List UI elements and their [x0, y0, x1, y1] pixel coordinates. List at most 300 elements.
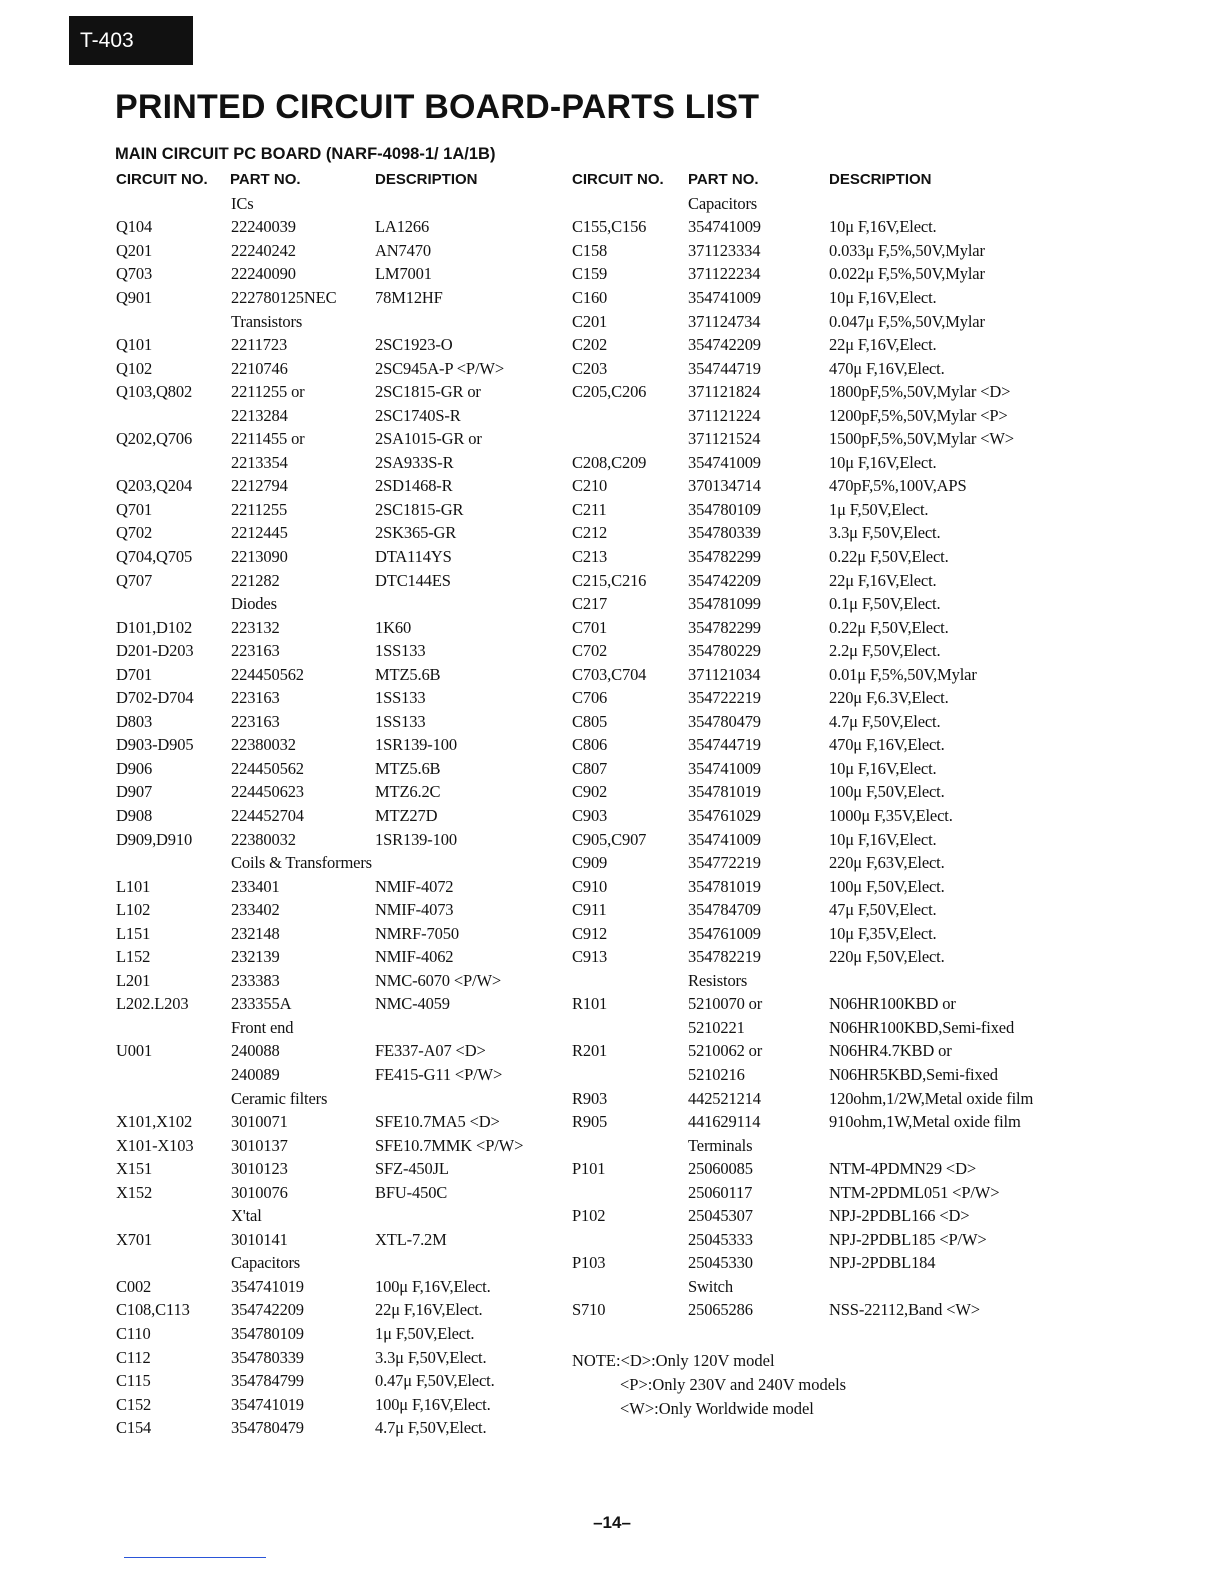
- part-no-cell: 371124734: [688, 311, 761, 331]
- part-no-cell: 354780229: [688, 641, 761, 661]
- description-cell: NMIF-4062: [375, 947, 454, 967]
- parts-table-left: [116, 192, 566, 1440]
- part-no-cell: 371122234: [688, 264, 761, 284]
- part-no-cell: 22380032: [231, 829, 296, 849]
- part-no-cell: Coils & Transformers: [231, 853, 372, 873]
- table-row: [116, 1416, 566, 1440]
- part-no-cell: 354772219: [688, 853, 761, 873]
- circuit-no-cell: R101: [572, 994, 608, 1014]
- section-row: [116, 851, 566, 875]
- description-cell: XTL-7.2M: [375, 1229, 447, 1249]
- right-header-part-no: PART NO.: [688, 171, 759, 188]
- table-row: [572, 1205, 1072, 1229]
- description-cell: MTZ27D: [375, 805, 438, 825]
- table-row: [116, 333, 566, 357]
- table-row: [116, 522, 566, 546]
- table-row: [116, 1181, 566, 1205]
- part-no-cell: 240089: [231, 1065, 280, 1084]
- table-row: [572, 922, 1072, 946]
- table-row: [116, 757, 566, 781]
- circuit-no-cell: C911: [572, 900, 607, 920]
- circuit-no-cell: C905,C907: [572, 829, 647, 849]
- note-line: <P>:Only 230V and 240V models: [620, 1375, 847, 1394]
- part-no-cell: 22240242: [231, 240, 296, 260]
- circuit-no-cell: C159: [572, 264, 608, 284]
- part-no-cell: ICs: [231, 193, 254, 213]
- description-cell: NPJ-2PDBL166 <D>: [829, 1206, 970, 1226]
- circuit-no-cell: C203: [572, 358, 608, 378]
- table-row: [572, 1157, 1072, 1181]
- left-header-circuit-no: CIRCUIT NO.: [116, 171, 208, 188]
- part-no-cell: 354780109: [688, 499, 761, 519]
- part-no-cell: 22240090: [231, 264, 296, 284]
- circuit-no-cell: C212: [572, 523, 608, 543]
- circuit-no-cell: C210: [572, 476, 608, 496]
- table-row: [116, 734, 566, 758]
- circuit-no-cell: L102: [116, 900, 151, 920]
- description-cell: 2SK365-GR: [375, 523, 457, 543]
- section-row: [116, 592, 566, 616]
- section-row: [572, 969, 1072, 993]
- table-row: [116, 263, 566, 287]
- part-no-cell: 371123334: [688, 240, 761, 260]
- table-row: [116, 1346, 566, 1370]
- part-no-cell: 2211455 or: [231, 429, 305, 449]
- section-row: [116, 1016, 566, 1040]
- part-no-cell: 354782299: [688, 617, 761, 637]
- part-no-cell: 2213354: [231, 452, 288, 472]
- section-row: [116, 192, 566, 216]
- circuit-no-cell: C702: [572, 641, 608, 661]
- table-row: [572, 1228, 1072, 1252]
- table-row: [572, 993, 1072, 1017]
- table-row: [572, 828, 1072, 852]
- table-row: [116, 710, 566, 734]
- description-cell: FE415-G11 <P/W>: [375, 1065, 503, 1084]
- part-no-cell: 354741009: [688, 452, 761, 472]
- part-no-cell: 371121524: [688, 429, 761, 449]
- description-cell: NMIF-4072: [375, 876, 454, 896]
- description-cell: 1μ F,50V,Elect.: [829, 499, 929, 519]
- circuit-no-cell: P102: [572, 1206, 606, 1226]
- part-no-cell: 354742209: [231, 1300, 304, 1320]
- circuit-no-cell: S710: [572, 1300, 606, 1320]
- circuit-no-cell: C910: [572, 876, 608, 896]
- description-cell: 0.1μ F,50V,Elect.: [829, 594, 941, 614]
- table-row: [572, 216, 1072, 240]
- table-row: [116, 1275, 566, 1299]
- circuit-no-cell: L152: [116, 947, 151, 967]
- circuit-no-cell: C215,C216: [572, 570, 647, 590]
- table-row: [116, 1040, 566, 1064]
- circuit-no-cell: L101: [116, 876, 151, 896]
- part-no-cell: 370134714: [688, 476, 761, 496]
- table-row: [116, 1322, 566, 1346]
- part-no-cell: 25065286: [688, 1300, 753, 1320]
- table-row: [572, 522, 1072, 546]
- circuit-no-cell: C706: [572, 688, 608, 708]
- table-row: [572, 569, 1072, 593]
- description-cell: DTC144ES: [375, 570, 451, 590]
- table-row: [572, 851, 1072, 875]
- table-row: [116, 1228, 566, 1252]
- circuit-no-cell: X101-X103: [116, 1135, 194, 1155]
- description-cell: MTZ5.6B: [375, 664, 441, 684]
- circuit-no-cell: Q203,Q204: [116, 476, 193, 496]
- part-no-cell: 233401: [231, 876, 280, 896]
- description-cell: 22μ F,16V,Elect.: [375, 1300, 483, 1320]
- table-row: [572, 616, 1072, 640]
- part-no-cell: 354782219: [688, 947, 761, 967]
- description-cell: 3.3μ F,50V,Elect.: [829, 523, 941, 543]
- note-line: NOTE:<D>:Only 120V model: [572, 1351, 775, 1370]
- table-row: [572, 427, 1072, 451]
- part-no-cell: 233355A: [231, 994, 292, 1014]
- part-no-cell: 232148: [231, 923, 280, 943]
- description-cell: 10μ F,16V,Elect.: [829, 758, 937, 778]
- circuit-no-cell: C903: [572, 805, 608, 825]
- table-row: [572, 1040, 1072, 1064]
- circuit-no-cell: C155,C156: [572, 217, 647, 237]
- part-no-cell: Capacitors: [688, 193, 758, 213]
- description-cell: 1K60: [375, 617, 412, 637]
- description-cell: 0.22μ F,50V,Elect.: [829, 617, 949, 637]
- part-no-cell: 371121824: [688, 382, 761, 402]
- description-cell: 4.7μ F,50V,Elect.: [829, 711, 941, 731]
- description-cell: NMIF-4073: [375, 900, 454, 920]
- table-row: [572, 310, 1072, 334]
- part-no-cell: 354741009: [688, 287, 761, 307]
- description-cell: N06HR100KBD,Semi-fixed: [829, 1017, 1015, 1037]
- page-title: PRINTED CIRCUIT BOARD-PARTS LIST: [115, 88, 760, 126]
- table-row: [572, 1299, 1072, 1323]
- part-no-cell: 25045333: [688, 1229, 753, 1249]
- table-row: [116, 569, 566, 593]
- table-row: [116, 357, 566, 381]
- description-cell: 470pF,5%,100V,APS: [829, 476, 967, 496]
- parts-table-right: [572, 192, 1072, 1322]
- part-no-cell: Ceramic filters: [231, 1088, 328, 1108]
- circuit-no-cell: D909,D910: [116, 829, 193, 849]
- table-row: [572, 639, 1072, 663]
- description-cell: NMC-6070 <P/W>: [375, 970, 502, 990]
- left-header-description: DESCRIPTION: [375, 171, 478, 188]
- part-no-cell: 354784709: [688, 900, 761, 920]
- table-row: [572, 333, 1072, 357]
- circuit-no-cell: R903: [572, 1088, 608, 1108]
- table-row: [572, 734, 1072, 758]
- description-cell: NTM-2PDML051 <P/W>: [829, 1182, 1000, 1202]
- part-no-cell: Resistors: [688, 970, 748, 990]
- description-cell: SFZ-450JL: [375, 1159, 449, 1179]
- description-cell: 0.47μ F,50V,Elect.: [375, 1371, 495, 1391]
- description-cell: NTM-4PDMN29 <D>: [829, 1159, 976, 1179]
- description-cell: 1500pF,5%,50V,Mylar <W>: [829, 429, 1014, 449]
- description-cell: 10μ F,16V,Elect.: [829, 287, 937, 307]
- description-cell: 2SC1815-GR: [375, 499, 464, 519]
- description-cell: 120ohm,1/2W,Metal oxide film: [829, 1088, 1034, 1108]
- part-no-cell: 3010141: [231, 1229, 288, 1249]
- circuit-no-cell: Q104: [116, 217, 153, 237]
- circuit-no-cell: D101,D102: [116, 617, 193, 637]
- table-row: [572, 592, 1072, 616]
- description-cell: NPJ-2PDBL184: [829, 1253, 936, 1273]
- table-row: [572, 875, 1072, 899]
- part-no-cell: 2211723: [231, 335, 288, 355]
- circuit-no-cell: C112: [116, 1347, 151, 1367]
- circuit-no-cell: D702-D704: [116, 688, 194, 708]
- circuit-no-cell: D906: [116, 758, 153, 778]
- table-row: [116, 1299, 566, 1323]
- description-cell: 3.3μ F,50V,Elect.: [375, 1347, 487, 1367]
- table-row: [572, 498, 1072, 522]
- table-row: [116, 804, 566, 828]
- circuit-no-cell: D803: [116, 711, 153, 731]
- description-cell: BFU-450C: [375, 1182, 448, 1202]
- description-cell: 22μ F,16V,Elect.: [829, 570, 937, 590]
- table-row: [572, 404, 1072, 428]
- description-cell: 2SC1923-O: [375, 335, 453, 355]
- part-no-cell: 354780339: [231, 1347, 304, 1367]
- part-no-cell: 2211255: [231, 499, 288, 519]
- description-cell: 1000μ F,35V,Elect.: [829, 805, 953, 825]
- part-no-cell: 354741009: [688, 829, 761, 849]
- part-no-cell: Transistors: [231, 311, 303, 331]
- table-row: [116, 875, 566, 899]
- part-no-cell: 354741009: [688, 217, 761, 237]
- table-row: [572, 1063, 1072, 1087]
- part-no-cell: 224450623: [231, 782, 304, 802]
- part-no-cell: 5210216: [688, 1065, 745, 1084]
- circuit-no-cell: X101,X102: [116, 1112, 193, 1132]
- part-no-cell: 354761009: [688, 923, 761, 943]
- circuit-no-cell: C909: [572, 853, 608, 873]
- description-cell: NMC-4059: [375, 994, 450, 1014]
- table-row: [572, 263, 1072, 287]
- section-row: [116, 1252, 566, 1276]
- section-row: [116, 1087, 566, 1111]
- part-no-cell: 25060085: [688, 1159, 753, 1179]
- circuit-no-cell: C154: [116, 1418, 152, 1438]
- circuit-no-cell: Q702: [116, 523, 153, 543]
- part-no-cell: Capacitors: [231, 1253, 301, 1273]
- table-row: [116, 969, 566, 993]
- description-cell: 0.047μ F,5%,50V,Mylar: [829, 311, 985, 331]
- page-number: –14–: [593, 1513, 631, 1532]
- part-no-cell: Front end: [231, 1017, 294, 1037]
- circuit-no-cell: R905: [572, 1112, 608, 1132]
- description-cell: 10μ F,16V,Elect.: [829, 217, 937, 237]
- description-cell: 100μ F,50V,Elect.: [829, 876, 945, 896]
- table-row: [572, 286, 1072, 310]
- circuit-no-cell: P103: [572, 1253, 606, 1273]
- section-row: [572, 192, 1072, 216]
- part-no-cell: Switch: [688, 1276, 733, 1296]
- part-no-cell: 223163: [231, 641, 280, 661]
- circuit-no-cell: C208,C209: [572, 452, 647, 472]
- table-row: [572, 239, 1072, 263]
- section-row: [572, 1134, 1072, 1158]
- right-header-description: DESCRIPTION: [829, 171, 932, 188]
- part-no-cell: 3010123: [231, 1159, 288, 1179]
- table-row: [116, 639, 566, 663]
- table-row: [116, 828, 566, 852]
- description-cell: 10μ F,35V,Elect.: [829, 923, 937, 943]
- description-cell: N06HR100KBD or: [829, 994, 956, 1014]
- circuit-no-cell: Q103,Q802: [116, 382, 193, 402]
- description-cell: 470μ F,16V,Elect.: [829, 735, 945, 755]
- circuit-no-cell: C211: [572, 499, 607, 519]
- description-cell: NSS-22112,Band <W>: [829, 1300, 980, 1320]
- description-cell: LA1266: [375, 217, 430, 237]
- description-cell: 220μ F,50V,Elect.: [829, 947, 945, 967]
- right-header-circuit-no: CIRCUIT NO.: [572, 171, 664, 188]
- circuit-no-cell: C158: [572, 240, 608, 260]
- part-no-cell: 354741019: [231, 1276, 304, 1296]
- circuit-no-cell: C205,C206: [572, 382, 647, 402]
- table-row: [116, 286, 566, 310]
- description-cell: 0.033μ F,5%,50V,Mylar: [829, 240, 985, 260]
- table-row: [116, 216, 566, 240]
- part-no-cell: 354782299: [688, 546, 761, 566]
- part-no-cell: 2213284: [231, 405, 288, 425]
- table-row: [116, 1110, 566, 1134]
- circuit-no-cell: Q101: [116, 335, 153, 355]
- part-no-cell: 25060117: [688, 1182, 753, 1202]
- description-cell: NMRF-7050: [375, 923, 459, 943]
- circuit-no-cell: Q901: [116, 287, 153, 307]
- description-cell: MTZ5.6B: [375, 758, 441, 778]
- table-row: [116, 898, 566, 922]
- table-row: [572, 1016, 1072, 1040]
- table-row: [116, 404, 566, 428]
- table-row: [116, 1369, 566, 1393]
- description-cell: NPJ-2PDBL185 <P/W>: [829, 1229, 987, 1249]
- circuit-no-cell: C805: [572, 711, 608, 731]
- part-no-cell: 354741009: [688, 758, 761, 778]
- circuit-no-cell: C201: [572, 311, 608, 331]
- description-cell: 470μ F,16V,Elect.: [829, 358, 945, 378]
- description-cell: 1200pF,5%,50V,Mylar <P>: [829, 405, 1008, 425]
- notes: [572, 1349, 846, 1421]
- part-no-cell: X'tal: [231, 1206, 262, 1226]
- part-no-cell: 232139: [231, 947, 280, 967]
- description-cell: 2.2μ F,50V,Elect.: [829, 641, 941, 661]
- table-row: [116, 1393, 566, 1417]
- part-no-cell: 224450562: [231, 758, 304, 778]
- part-no-cell: 354780479: [231, 1418, 304, 1438]
- circuit-no-cell: P101: [572, 1159, 606, 1179]
- part-no-cell: 221282: [231, 570, 280, 590]
- description-cell: 0.01μ F,5%,50V,Mylar: [829, 664, 977, 684]
- part-no-cell: 25045307: [688, 1206, 753, 1226]
- part-no-cell: 233402: [231, 900, 280, 920]
- table-row: [116, 545, 566, 569]
- circuit-no-cell: C160: [572, 287, 608, 307]
- description-cell: 0.022μ F,5%,50V,Mylar: [829, 264, 985, 284]
- part-no-cell: 223132: [231, 617, 280, 637]
- description-cell: 10μ F,16V,Elect.: [829, 452, 937, 472]
- part-no-cell: 354761029: [688, 805, 761, 825]
- part-no-cell: 22240039: [231, 217, 296, 237]
- circuit-no-cell: L202.L203: [116, 994, 189, 1014]
- circuit-no-cell: D701: [116, 664, 153, 684]
- circuit-no-cell: C108,C113: [116, 1300, 190, 1320]
- bottom-rule: [124, 1557, 266, 1558]
- description-cell: 2SC945A-P <P/W>: [375, 358, 504, 378]
- description-cell: 2SA1015-GR or: [375, 429, 482, 449]
- circuit-no-cell: C806: [572, 735, 608, 755]
- part-no-cell: 222780125NEC: [231, 287, 337, 307]
- circuit-no-cell: C002: [116, 1276, 152, 1296]
- circuit-no-cell: C217: [572, 594, 608, 614]
- part-no-cell: 354744719: [688, 735, 761, 755]
- description-cell: 78M12HF: [375, 287, 443, 307]
- circuit-no-cell: C110: [116, 1324, 151, 1344]
- table-row: [572, 710, 1072, 734]
- description-cell: FE337-A07 <D>: [375, 1041, 486, 1061]
- description-cell: 100μ F,50V,Elect.: [829, 782, 945, 802]
- table-row: [116, 380, 566, 404]
- description-cell: N06HR4.7KBD or: [829, 1041, 952, 1061]
- table-row: [572, 1087, 1072, 1111]
- section-row: [116, 1205, 566, 1229]
- table-row: [116, 781, 566, 805]
- circuit-no-cell: Q202,Q706: [116, 429, 193, 449]
- table-row: [572, 357, 1072, 381]
- part-no-cell: 354780109: [231, 1324, 304, 1344]
- description-cell: 1SS133: [375, 711, 426, 731]
- section-row: [116, 310, 566, 334]
- table-row: [116, 922, 566, 946]
- description-cell: 2SC1815-GR or: [375, 382, 481, 402]
- circuit-no-cell: C202: [572, 335, 608, 355]
- table-row: [572, 475, 1072, 499]
- circuit-no-cell: C902: [572, 782, 608, 802]
- table-row: [572, 686, 1072, 710]
- part-no-cell: 354784799: [231, 1371, 304, 1391]
- circuit-no-cell: X701: [116, 1229, 153, 1249]
- table-row: [572, 1252, 1072, 1276]
- circuit-no-cell: C213: [572, 546, 608, 566]
- part-no-cell: 224452704: [231, 805, 304, 825]
- part-no-cell: 2212445: [231, 523, 288, 543]
- part-no-cell: 224450562: [231, 664, 304, 684]
- circuit-no-cell: U001: [116, 1041, 153, 1061]
- circuit-no-cell: R201: [572, 1041, 608, 1061]
- table-row: [116, 1063, 566, 1087]
- part-no-cell: 354781099: [688, 594, 761, 614]
- part-no-cell: 2210746: [231, 358, 288, 378]
- circuit-no-cell: Q102: [116, 358, 153, 378]
- description-cell: 1SS133: [375, 641, 426, 661]
- table-row: [116, 663, 566, 687]
- part-no-cell: 240088: [231, 1041, 280, 1061]
- table-row: [116, 616, 566, 640]
- part-no-cell: 223163: [231, 711, 280, 731]
- description-cell: 0.22μ F,50V,Elect.: [829, 546, 949, 566]
- description-cell: 220μ F,6.3V,Elect.: [829, 688, 949, 708]
- circuit-no-cell: D907: [116, 782, 153, 802]
- part-no-cell: Terminals: [688, 1135, 753, 1155]
- description-cell: 1μ F,50V,Elect.: [375, 1324, 475, 1344]
- part-no-cell: 2212794: [231, 476, 288, 496]
- description-cell: 10μ F,16V,Elect.: [829, 829, 937, 849]
- model-tab: T-403: [69, 16, 193, 65]
- table-row: [572, 380, 1072, 404]
- part-no-cell: 2213090: [231, 546, 288, 566]
- note-line: <W>:Only Worldwide model: [620, 1399, 814, 1418]
